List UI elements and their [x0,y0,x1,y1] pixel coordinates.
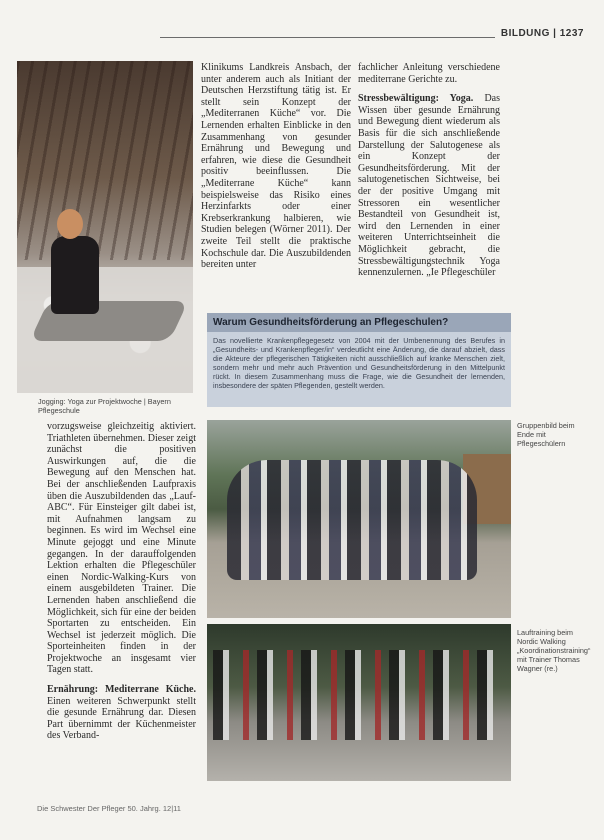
photo-person-head [57,209,83,239]
column3-text: vorzugsweise gleichzeitig aktiviert. Triathleten übernehmen. Dieser zeigt zunächst die positiven Auswirkungen auf, die die Bewegung auf den Menschen hat. Bei der anschließenden Laufpraxis üben die Auszubildenden das „Lauf-ABC“. Für Einsteiger gilt dabei ist, mit Aufnahmen langsam zu beginnen. Es wird im Wechsel eine Minute gejoggt und eine Minute gegangen. In der darauffolgenden Lektion erhalten die Pflegeschüler einen Nordic-Walking-Kurs von einem ausgebildeten Trainer. Die Lernenden haben anschließend die Möglichkeit, sich für eine der beiden Sportarten zu entscheiden. Ein Wechsel ist jederzeit möglich. Die Sporteinheiten finden in der Projektwoche an insgesamt vier Tagen statt. [47,421,196,676]
nordic-walking-photo [207,624,511,781]
page-footer: Die Schwester Der Pfleger 50. Jahrg. 12|11 [37,804,181,813]
jogging-caption: Jogging: Yoga zur Projektwoche | Bayern Pflegeschule [38,397,171,415]
column3-paragraph-2 [47,684,196,742]
info-box-text: Das novellierte Krankenpflegegesetz von 2004 mit der Umbenennung des Berufes in „Gesundheits- und Krankenpfleger/in“ verdeutlicht eine Änderung, die darauf abzielt, dass die Akteure der pflegerischen Tätigkeiten nicht ausschließlich auf kranke Menschen zielt, sondern mehr und mehr auch Prävention und Gesundheitsförderung in den Mittelpunkt rückt. In diesem Zusammenhang muss die Frage, wie die Gesundheit der lernenden, insbesondere der späten Pflegenden, gestellt werden. [213,336,505,390]
stress-text: Das Wissen über gesunde Ernährung und Bewegung dient wiederum als Basis für die sich anschließende Darstellung der Salutogenese als ein Konzept der Gesundheitsförderung. Mit der salutogenetischen Sichtweise, bei der der positive Umgang mit Stressoren ein wesentlicher Bestandteil von Gesundheit ist, wird den Lernenden in einer weiteren Unterrichtseinheit die Möglichkeit gebracht, die Stressbewältigungstechnik Yoga kennenzulernen. „Ie Pflegeschüler [358,93,500,279]
photo-walkers [213,650,503,740]
stress-heading: Stressbewältigung: Yoga. [358,93,474,105]
article-column-3 [47,421,196,742]
photo-trees [17,61,193,260]
group-photo [207,420,511,618]
walking-caption: Lauftraining beim Nordic Walking „Koordinationstraining“ mit Trainer Thomas Wagner (re.) [517,628,591,673]
info-box-title: Warum Gesundheitsförderung an Pflegeschulen? [207,313,511,332]
column2-paragraph-2 [358,93,500,279]
info-box [207,313,511,407]
nutrition-heading: Ernährung: Mediterrane Küche. [47,684,196,696]
photo-person-body [51,236,99,314]
group-caption: Gruppenbild beim Ende mit Pflegeschülern [517,421,575,448]
article-column-1 [201,62,351,271]
photo-crowd [227,460,477,580]
article-column-2 [358,62,500,279]
section-header: BILDUNG | 1237 [495,28,584,39]
nutrition-text: Einen weiteren Schwerpunkt stellt die gesunde Ernährung dar. Diesen Part übernimmt der Küchenmeister des Verband- [47,695,196,742]
column1-text: Klinikums Landkreis Ansbach, der unter anderem auch als Initiant der Deutschen Herzstiftung tätig ist. Er stellt sein Konzept der „Mediterranen Küche“ vor. Die Lernenden erhalten Einblicke in den Zusammenhang von gesunder Ernährung und Bewegung und erfahren, wie diese die Gesundheit positiv beeinflussen. Die „Mediterrane Küche“ kann beispielsweise das Risiko eines Herzinfarkts oder einer Krebserkrankung halbieren, wie Studien belegen (Wörner 2011). Der zweite Teil stellt die praktische Kochschule dar. Die Auszubildenden bereiten unter [201,62,351,271]
column2-paragraph-1: fachlicher Anleitung verschiedene mediterrane Gerichte zu. [358,62,500,85]
jogging-photo [17,61,193,393]
